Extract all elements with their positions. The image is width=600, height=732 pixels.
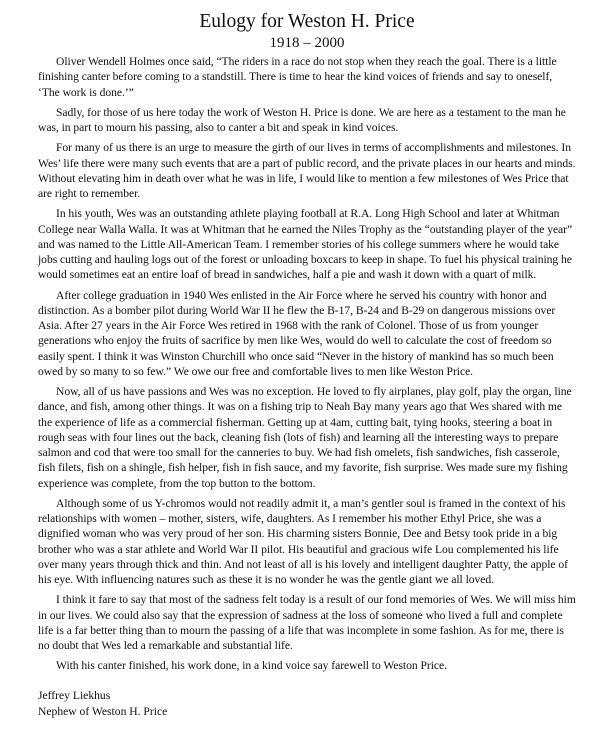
signature-relation: Nephew of Weston H. Price: [38, 704, 168, 718]
paragraph-1: Oliver Wendell Holmes once said, “The riders in a race do not stop when they reach the goal. There is a little finishing canter before coming to a standstill. There is time to hear the kind voices of friends and say to oneself, ‘The work is done.’”: [38, 55, 557, 99]
paragraph-4: In his youth, Wes was an outstanding athlete playing football at R.A. Long High School and later at Whitman College near Walla Walla. It was at Whitman that he earned the Niles Trophy as the “outstanding player of the year” and was named to the Little All-American Team. I remember stories of his college summers where he would take jobs cutting and hauling logs out of the forest or unloading boxcars to keep in shape. To fuel his physical training he would sometimes eat an entire loaf of bread in sandwiches, half a pie and wash it down with a quart of milk.: [38, 207, 573, 282]
paragraph-9: With his canter finished, his work done, in a kind voice say farewell to Weston Price.: [56, 659, 447, 673]
paragraph-6: Now, all of us have passions and Wes was no exception. He loved to fly airplanes, play golf, play the organ, line dance, and fish, among other things. It was on a fishing trip to Neah Bay many years ago that Wes shared with me the experience of life as a commercial fisherman. Getting up at 4am, cutting bait, tying hooks, steering a boat in rough seas with four lines out the back, cleaning fish (lots of fish) and learning all the interesting ways to prepare salmon and cod that were too small for the canneries to buy. We had fish omelets, fish sandwiches, fish casserole, fish filets, fish on a shingle, fish helper, fish in fish sauce, and my favorite, fish surprise. Wes made sure my fishing experience was complete, from the top button to the bottom.: [38, 385, 572, 490]
paragraph-3: For many of us there is an urge to measure the girth of our lives in terms of accomplishments and milestones. In Wes’ life there were many such events that are a part of public record, and the private places in our hearts and minds. Without elevating him in death over what he was in life, I would like to mention a few milestones of Wes Price that are right to remember.: [38, 141, 576, 200]
paragraph-8: I think it fare to say that most of the sadness felt today is a result of our fond memories of Wes. We will miss him in our lives. We could also say that the expression of sadness at the loss of someone who lived a full and complete life is a far better thing than to mourn the passing of a life that was incomplete in some fashion. As for me, there is no doubt that Wes led a remarkable and substantial life.: [38, 593, 576, 652]
document-years: 1918 – 2000: [269, 35, 345, 51]
signature-name: Jeffrey Liekhus: [38, 689, 111, 702]
paragraph-2: Sadly, for those of us here today the work of Weston H. Price is done. We are here as a testament to the man he was, in part to mourn his passing, also to canter a bit and speak in kind voices.: [38, 105, 566, 134]
paragraph-7: Although some of us Y-chromos would not readily admit it, a man’s gentler soul is framed in the context of his relationships with women – mother, sisters, wife, daughters. As I remember his mother Ethyl Price, she was a dignified woman who was very proud of her son. His charming sisters Bonnie, Dee and Betsy took pride in a big brother who was a star athlete and World War II pilot. His beautiful and gracious wife Lou complemented his life over many years through thick and thin. And not least of all is his lovely and intelligent daughter Patty, the apple of his eye. With influencing natures such as these it is no wonder he was the gentle giant we all loved.: [38, 496, 568, 586]
signature-block: [38, 688, 167, 719]
paragraph-5: After college graduation in 1940 Wes enlisted in the Air Force where he served his country with honor and distinction. As a bomber pilot during World War II he flew the B-17, B-24 and B-29 on dangerous missions over Asia. After 27 years in the Air Force Wes retired in 1968 with the rank of Colonel. Those of us from younger generations who enjoy the fruits of sacrifice by men like Wes, would do well to calculate the cost of freedom so easily spent. I think it was Winston Churchill who once said “Never in the history of mankind has so much been owed by so many to so few.” We owe our free and comfortable lives to men like Weston Price.: [38, 288, 556, 378]
document-title: Eulogy for Weston H. Price: [199, 11, 415, 32]
